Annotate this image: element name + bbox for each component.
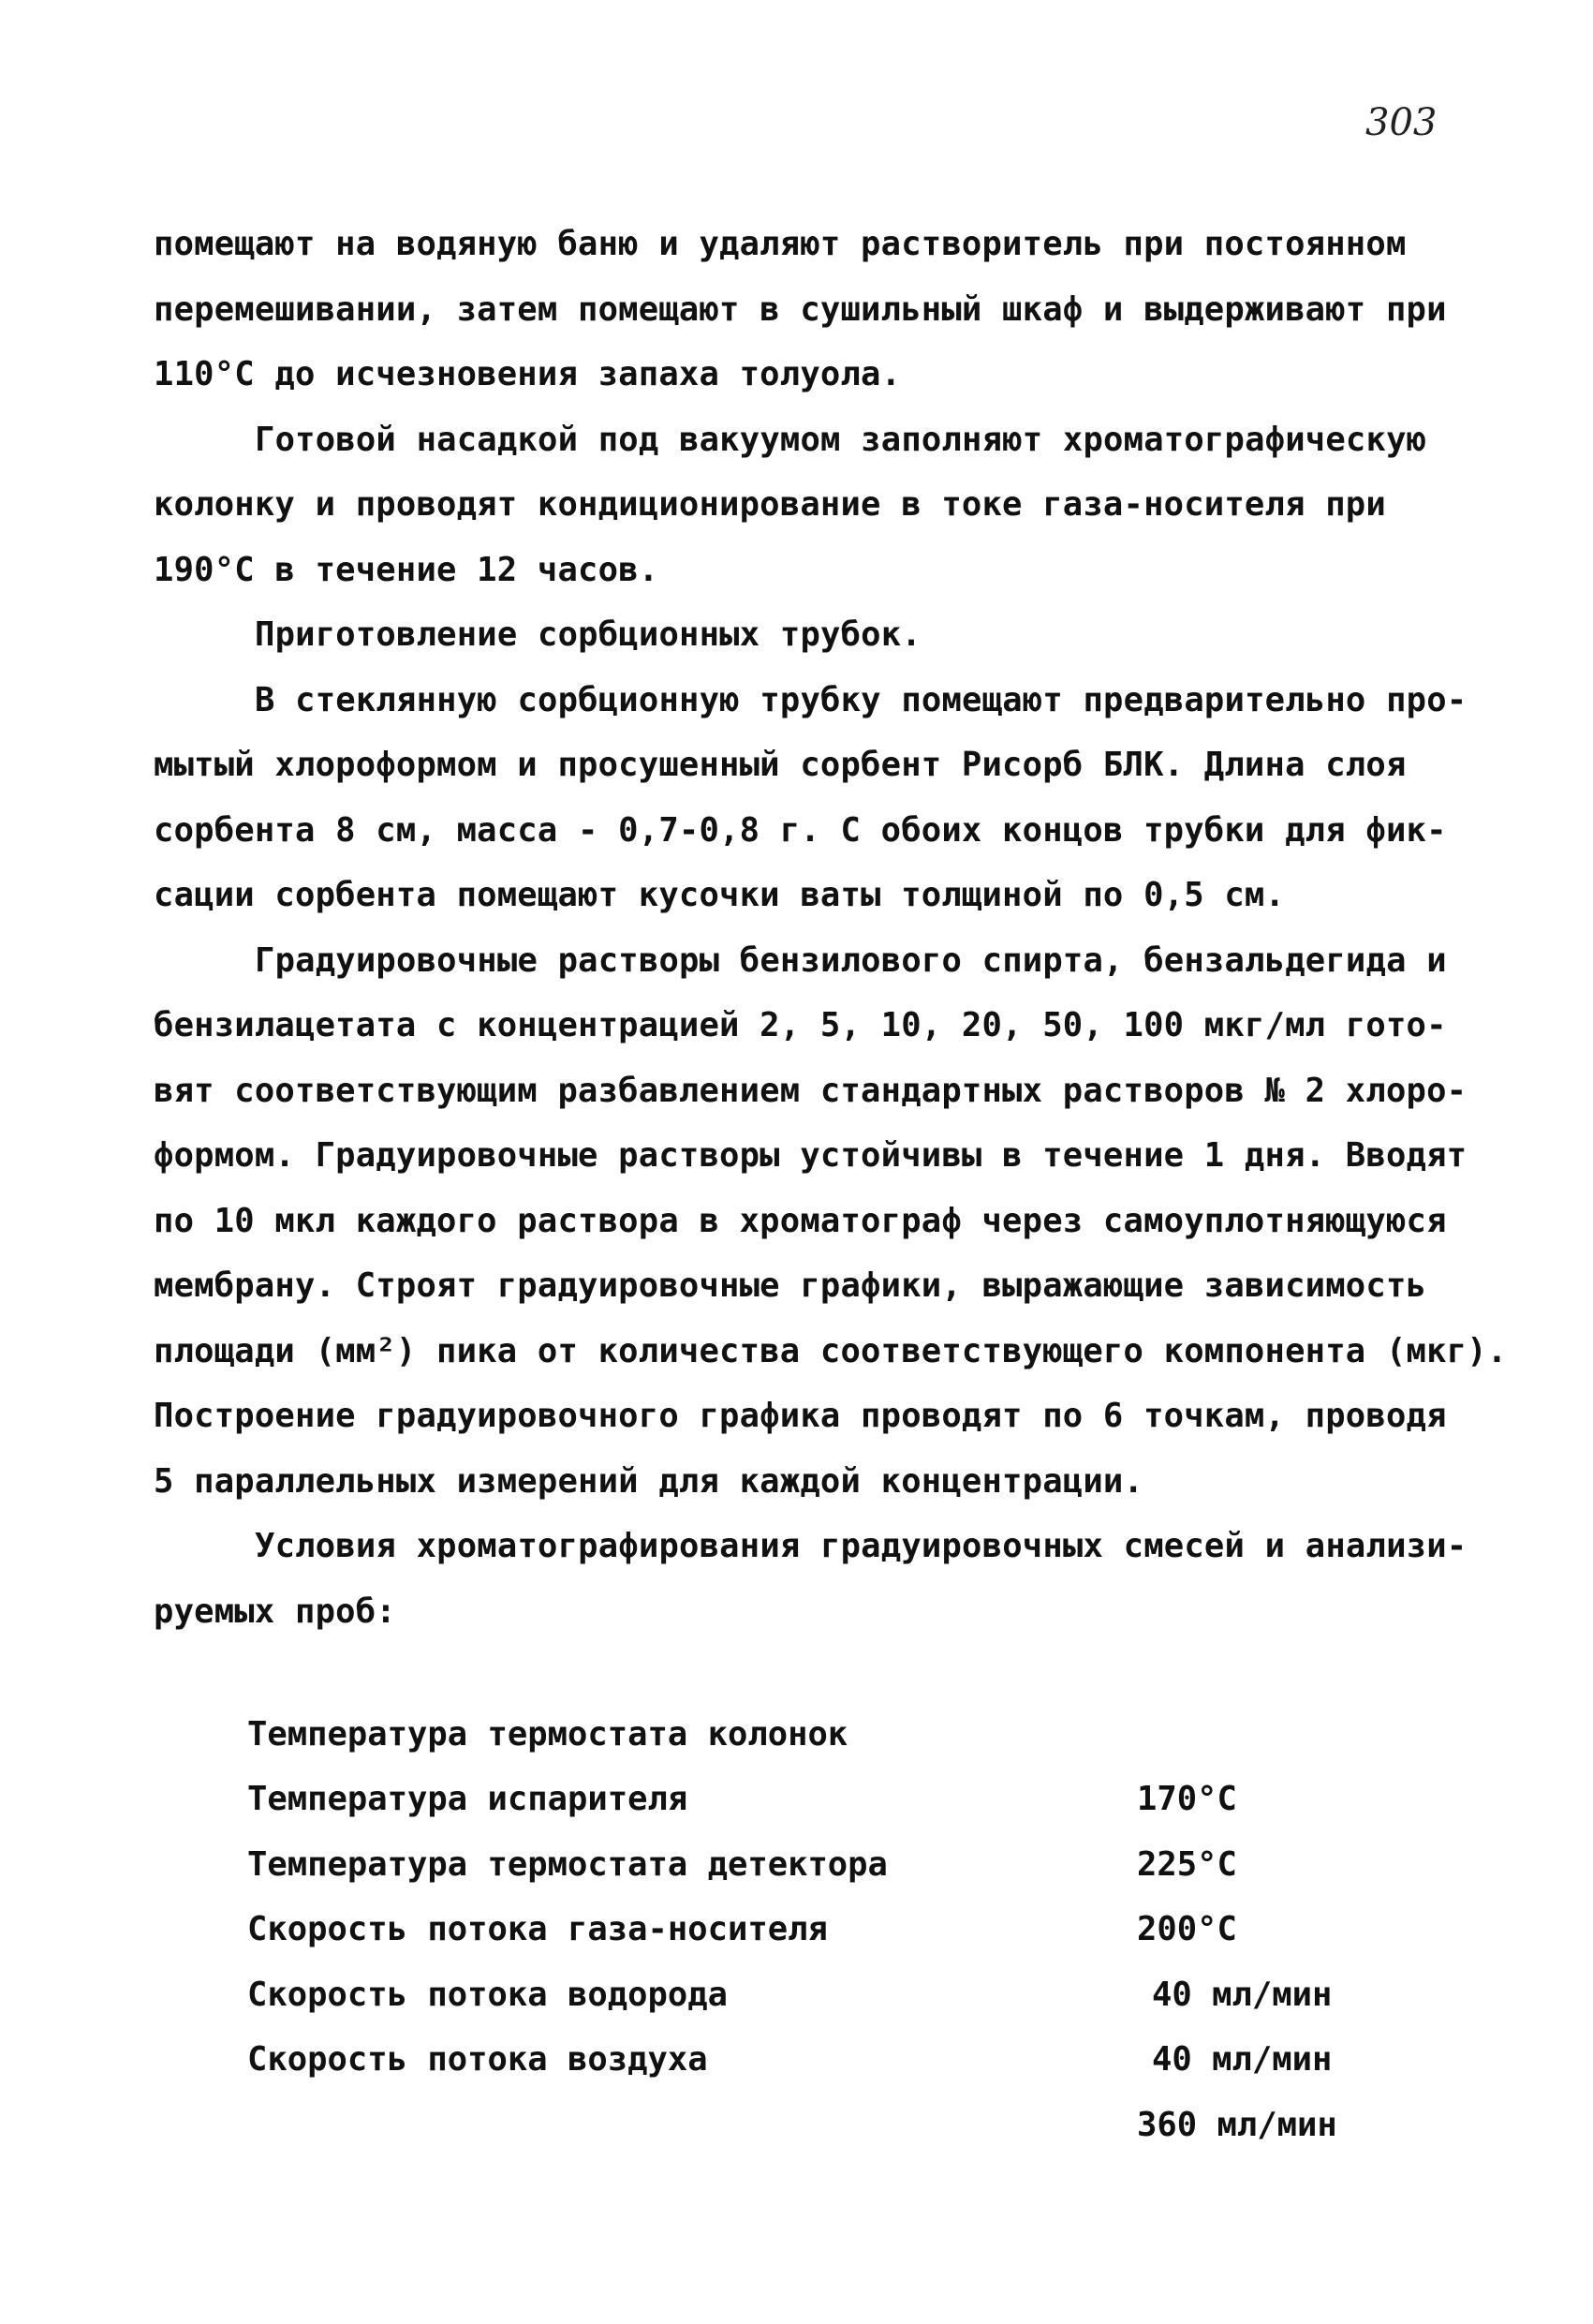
- text-line: мембрану. Строят градуировочные графики, выражающие зависимость: [154, 1266, 1427, 1305]
- condition-value: 225°С: [1137, 1844, 1237, 1884]
- paragraph-4: [154, 668, 1468, 928]
- text-line: 5 параллельных измерений для каждой концентрации.: [154, 1461, 1144, 1501]
- text-line: Градуировочные растворы бензилового спирта, бензальдегида и: [255, 940, 1447, 980]
- text-line: площади (мм²) пика от количества соответствующего компонента (мкг).: [154, 1331, 1508, 1370]
- text-line: 190°С в течение 12 часов.: [154, 550, 659, 589]
- text-line: 110°С до исчезновения запаха толуола.: [154, 355, 902, 393]
- text-line: В стеклянную сорбционную трубку помещают предварительно про-: [255, 680, 1468, 719]
- section-heading: [154, 602, 1465, 668]
- condition-label: Температура термостата детектора: [247, 1844, 888, 1884]
- text-line: формом. Градуировочные растворы устойчивы в течение 1 дня. Вводят: [154, 1136, 1468, 1175]
- conditions-list: [247, 1636, 1371, 2144]
- condition-label: Скорость потока воздуха: [247, 2040, 708, 2079]
- text-line: колонку и проводят кондиционирование в токе газа-носителя при: [154, 485, 1386, 524]
- condition-label: Температура испарителя: [247, 1780, 688, 1818]
- condition-value: 200°С: [1137, 1910, 1237, 1948]
- text-line: бензилацетата с концентрацией 2, 5, 10, 20, 50, 100 мкг/мл гото-: [154, 1006, 1447, 1044]
- paragraph-1: [154, 212, 1465, 407]
- text-line: мытый хлороформом и просушенный сорбент Рисорб БЛК. Длина слоя: [154, 746, 1407, 784]
- text-line: по 10 мкл каждого раствора в хроматограф через самоуплотняющуюся: [154, 1201, 1447, 1240]
- body-text: [154, 212, 1508, 1644]
- paragraph-6: [154, 1514, 1468, 1644]
- text-line: Построение градуировочного графика проводят по 6 точкам, проводя: [154, 1397, 1447, 1435]
- condition-label: Температура термостата колонок: [247, 1714, 848, 1754]
- text-line: вят соответствующим разбавлением стандартных растворов № 2 хлоро-: [154, 1071, 1468, 1110]
- condition-value: 40 мл/мин: [1152, 1975, 1333, 2014]
- condition-label: Скорость потока водорода: [247, 1975, 728, 2014]
- condition-value: 40 мл/мин: [1152, 2040, 1333, 2079]
- text-line: перемешивании, затем помещают в сушильный шкаф и выдерживают при: [154, 289, 1447, 329]
- condition-label: Скорость потока газа-носителя: [247, 1910, 828, 1948]
- text-line: сорбента 8 см, масса - 0,7-0,8 г. С обоих концов трубки для фик-: [154, 810, 1447, 850]
- text-line: Готовой насадкой под вакуумом заполняют хроматографическую: [255, 420, 1427, 459]
- heading-line: Приготовление сорбционных трубок.: [255, 615, 922, 654]
- text-line: руемых проб:: [154, 1591, 396, 1631]
- text-line: помещают на водяную баню и удаляют растворитель при постоянном: [154, 225, 1407, 263]
- condition-value: 170°С: [1137, 1780, 1237, 1818]
- text-line: Условия хроматографирования градуировочных смесей и анализи-: [255, 1527, 1468, 1565]
- text-line: сации сорбента помещают кусочки ваты толщиной по 0,5 см.: [154, 876, 1286, 914]
- paragraph-5: [154, 928, 1508, 1515]
- page-number: 303: [1365, 101, 1438, 144]
- paragraph-2: [154, 407, 1465, 603]
- condition-value: 360 мл/мин: [1137, 2105, 1337, 2144]
